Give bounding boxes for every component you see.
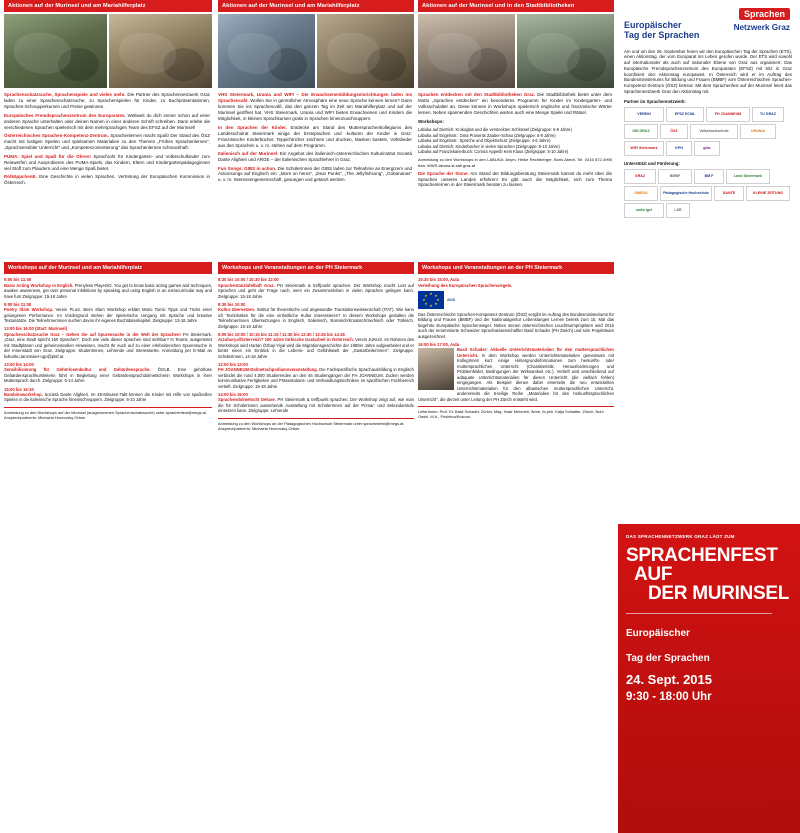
photo-image bbox=[218, 14, 315, 88]
paragraph-text: Sprachenlernen macht Spaß! Der Stand des ÖSZ macht mit lustigen Spielen und spielsamen Materialien zu den Themen „Frühes Sprachenlernen", „Sprachsensibler Unterricht" und „Kompetenzorientierung" das Sprachenlernen schmackhaft. bbox=[4, 133, 210, 151]
workshop-time: 9:00 bis 11:00 bbox=[4, 277, 32, 283]
workshop-list-item: Labuka auf Dietrich: Krokoglas und die versteckten Schlüssel (Zielgruppe: 6-9 Jahre) bbox=[418, 127, 572, 133]
column-2-header: Aktionen auf der Murinsel und am Mariahilferplatz bbox=[218, 0, 414, 12]
promo-subtitle-1: Europäischer bbox=[626, 627, 690, 639]
photo-image bbox=[317, 14, 414, 88]
workshops-column-2-body bbox=[218, 277, 414, 414]
workshop-time: 8:30 bis 10:00 bbox=[218, 301, 246, 307]
workshop-list-item: Labuka auf Engelsstr.: Oma Prosents Zauber-Schau (Zielgruppe: 5-9 Jahre) bbox=[418, 132, 556, 138]
paragraph-text: Entdecke am Stand des Muttersprachenkollegiums des Landesschulrat Steiermark einige der Erstsprachen und -kulturen der Kinder in Graz: Französische Kinderbücher, Teppichtricher zeichnen und drucken, Masken basteln, Volkslieder aus den Sprachen u. v. m. stehen auf dem Programm. bbox=[218, 124, 412, 148]
partners-label: Partner im Sprachennetzwerk: bbox=[624, 99, 686, 105]
speaker-portrait bbox=[418, 348, 454, 390]
paragraph-lead: Sprachenschatzsuche, Sprachenspiele und vieles mehr. bbox=[4, 92, 126, 98]
workshop-text: Verein PLuS. Beim Slam Workshop erklärt Mario Tomic Tipps und Tricks einer gelungenen Performance. Im Vordergrund stehen der spielerische Umgang mit Sprache und kreative Textansätze. Die TeilnehmerInnen suchen davon ihr eigenes Buchtdatenkapitel. Zielgruppe: 13-18 Jahre bbox=[4, 307, 212, 324]
workshops-label: Workshops: bbox=[418, 118, 444, 124]
paragraph-text: Sprachrohr für Kindergarten- und Volksschulkinder zum Reinwerfen und Ausprobieren des PUMA-Spiels, das Kindern, Eltern und Kindergartenpädagoginnen viel Stoff zum Plaudern und eine Menge Spaß bietet. bbox=[4, 153, 210, 171]
paragraph-lead: Sprachen entdecken mit den Stadtbibliotheken Graz. bbox=[418, 92, 536, 98]
workshops-column-1-footer: Anmeldung zu den Workshops auf der Murinsel (ausgenommen Sprachenschatzsuche) unter sprachenfest@megs.at. AnsprechpartnerIn: Michaela Hronovsky-Ortner bbox=[4, 407, 212, 420]
workshops-column-3 bbox=[418, 262, 614, 419]
paragraph-lead: In den Sprachen der Kinder. bbox=[218, 124, 287, 130]
partner-logo: WIFI Steiermark bbox=[624, 141, 664, 156]
workshops-column-3-header: Workshops und Veranstaltungen an der PH Steiermark bbox=[418, 262, 614, 274]
column-2-photos bbox=[218, 14, 414, 88]
photo-image bbox=[4, 14, 107, 88]
workshop-title: Sensibilisierung für Gehörlosenkultur und Gebärdensprache. bbox=[4, 367, 151, 373]
logo-line-1: Sprachen bbox=[739, 8, 790, 20]
workshop-text: Societá Dante Alighieri. Im 45-Minuten-Takt können die Kinder mit Hilfe von spaßvollen Spielen in die italienische Sprache hineinschnuppern. Zielgruppe: 6-10 Jahre bbox=[4, 392, 212, 403]
workshop-list-item: Labuka auf Dietrich: Kinderbücher in vielen Sprachen (Zielgruppe: 5-10 Jahre) bbox=[418, 143, 560, 149]
workshops-column-2-header: Workshops und Veranstaltungen an der PH Steiermark bbox=[218, 262, 414, 274]
supporter-logo: Land Steiermark bbox=[726, 169, 770, 184]
workshop-time: 13:00 bis 16:00 (Start: Murinsel) bbox=[4, 326, 68, 332]
partner-logo-grid bbox=[624, 107, 792, 156]
paragraph-lead: Italienisch auf der Murinsel. bbox=[218, 151, 279, 157]
workshop-title: Kultur übersetzen. bbox=[218, 307, 256, 313]
etds-title-line-1: Europäischer bbox=[624, 20, 682, 30]
paragraph-text: Die SchülerInnen der GIBS laden zur Teilnahme an Energizern und Actionsongs auf Englisch ein: „More on heres", „Dear Punks", „The Jellyfishsong", „Gobananas" u. v. m. Interessengemeinschaft, gesungen und getanzt werden. bbox=[218, 165, 413, 183]
paragraph-lead: Die Sprache der Sinne. bbox=[418, 170, 469, 176]
partner-logo: Volkshochschule bbox=[690, 124, 738, 139]
eu-flag-icon: ★ ★ ★ ★ ★ ★ ★ ★ bbox=[418, 291, 444, 309]
supporter-logo-grid bbox=[624, 169, 792, 218]
workshop-text: Verein JUKUS. Im Rahmen des Workshops wird Hartan Özbay-Yiyal wird die Migrationsgeschichte der 1960er Jahre aufgearbeitet und er bietet einen ein Einblick in die Lebens- und Gefühlswelt der „Gastarbeiterinnen". Zielgruppe: SchülerInnen, 14-18 Jahre bbox=[218, 337, 414, 359]
workshop-text: In dem Workshop werden Unterrichtsmaterialien gemeinsam mit KollegInnen kurz einige Hintergrundinformationen zum herkunfts- oder muttersprachlichen Unterricht (Charakteristik, Herausforderungen und Problemfelder, Bedingungen der Wirksamkeit etc.). Vertieft wird anschließend auf adäquate Unterrichtsmaterialien für diesen Unterricht (die vielfach fehlen) eingegangen. Als Beispiel dienen dabei einerseits die neu entwickelten Unterrichtsmaterialien für den albanischen muttersprachlichen Unterricht, andererseits die 6-teilige Reihe „Materialien für den herkunftssprachlichen Unterricht", die derzeit unter Leitung der PH Zürich entsteht wird. bbox=[418, 352, 614, 402]
column-3-body bbox=[418, 92, 614, 188]
promo-headline-line-1: SPRACHENFEST bbox=[626, 544, 778, 566]
supporter-logo: LSR bbox=[666, 203, 690, 218]
workshop-text: Prenyless PlayersO. You get to know basic acting games and techniques, awaken awareness, get over personal inhibitions by speaking and using English in an extracurricular way and have fun! Zielgruppe: 15-18 Jahre bbox=[4, 282, 212, 299]
partner-logo: TU GRAZ bbox=[752, 107, 784, 122]
workshop-text: PH Steiermark & treffpunkt sprachen. Der Workshop macht Lust auf Sprachen und geht der Frage nach, wem ein Zusammenleben in vielen Sprachen gelingen kann. Zielgruppe: 15-18 Jahre bbox=[218, 282, 414, 299]
column-3-photos bbox=[418, 14, 614, 88]
paragraph-lead: Europäisches Fremdsprachenzentrum des Europarates. bbox=[4, 112, 126, 118]
workshops-column-3-body bbox=[418, 277, 614, 402]
workshop-list-item: Labuka auf Engelsstr.: Sprüche und Objektschutz (Zielgruppe: 4-6 Jahre) bbox=[418, 138, 551, 144]
workshop-time: 9:00 bis 10:00 / 10:15 bis 11:15 / 11:30 bis 12:30 / 13:45 bis 14:45 bbox=[218, 331, 345, 337]
workshop-title: Bambinoworkshop. bbox=[4, 392, 43, 397]
sprachennetzwerk-logo bbox=[734, 4, 790, 32]
supporter-logo: BM F bbox=[694, 169, 724, 184]
workshop-time: 15:30 bis 15:00, Aula bbox=[418, 277, 460, 283]
partner-logo: UNI GRAZ bbox=[624, 124, 658, 139]
paragraph-text: Eine Geschichte in vielen Sprachen. Vertretung der Europäischen Kommission in Österreich. bbox=[4, 174, 210, 185]
workshops-column-1-body bbox=[4, 277, 212, 403]
paragraph-lead: RotkäppchenE. bbox=[4, 174, 37, 180]
supporter-logo: radio igel bbox=[624, 203, 664, 218]
workshop-time: 16:00 bis 17:00, Aula bbox=[418, 341, 460, 347]
partner-logo: VEREIN bbox=[624, 107, 664, 122]
actions-column-2 bbox=[218, 0, 414, 186]
supporter-logo: DANTE bbox=[714, 186, 744, 201]
workshop-title: Arzuburya/Österreich? 100 Jahre türkische Gastarbeit in Österreich. bbox=[218, 337, 354, 343]
workshops-column-1 bbox=[4, 262, 212, 420]
actions-band bbox=[0, 0, 800, 262]
etds-intro-text: Am und um den 26. September feiern wir den Europäischen Tag der Sprachen (ETS), einen Aktionstag, der vom Europarat ins Leben gerufen wurde. Der ETS wird sowohl auf internationaler als auch auf nationaler Ebene von Graz aus organisiert: Das Europäische Fremdsprachenzentrum des Europarates (EFSZ) mit Sitz in Graz koordiniert den Aktionstag europaweit. In Österreich wird er im Auftrag des Bundesministeriums für Bildung und Frauen (BMBF) vom Österreichischen Sprachen-Kompetenz-Zentrum (ÖSZ) betreut. Mit dem Sprachenfest auf der Murinsel feiert das Sprachennetzwerk Graz den Aktionstag mit. bbox=[624, 48, 792, 94]
paragraph-text: Die Partner des Sprachennetzwerk Graz laden zu einer Sprachenschatzsuche, zu Sprachenspielen für Kinder, zu Buchpräsentationen, Sprachen-Schnupperkursen und Preise gewinnen. bbox=[4, 92, 210, 110]
workshop-text: PH Steiermark & treffpunkt sprachen. Der Workshop zeigt auf, wie man die für Schülerinnen aussehende Ausstellung mit SchülerInnen auf der Primar- und Sekundarstufe einsetzen kann. Zielgruppe: Lehrende bbox=[218, 397, 414, 414]
workshop-time: 9:00 bis 11:00 bbox=[4, 301, 32, 307]
paragraph-text: Wollen Sie in gemütlicher Atmosphäre eine neue Sprache kennen lernen? Dann kommen Sie ins Sprachencafé, das den ganzen Tag im Zelt am Mariahilferplatz und auf der Murinsel geöffnet hat. VHS Steiermark, Urania und WIFI bieten Erwachsenen und Kindern die Möglichkeit, in kleinen Sprachkursen gratis in Sprachen hineinzuschnuppern. bbox=[218, 98, 412, 122]
paragraph-lead: Fun Songs: GIBS in action. bbox=[218, 165, 277, 171]
column-1-header: Aktionen auf der Murinsel und am Mariahilferplatz bbox=[4, 0, 212, 12]
workshop-title: Sprachendolmetscht Deluxe. bbox=[218, 397, 276, 403]
workshop-text: ÖGLB. Eine gehörlose Gebärdensprachkursleiterin führt in Begleitung einer Gebärdensprachdolmetscherin Workshops in ihrer Muttersprach durch. Zielgruppe: 6-14 Jahre bbox=[4, 367, 212, 384]
promo-headline-line-2: AUF bbox=[634, 564, 673, 586]
supporter-logo: OMEGA bbox=[624, 186, 658, 201]
column-1-photos bbox=[4, 14, 212, 88]
workshops-column-1-header: Workshops auf der Murinsel und am Mariahilferplatz bbox=[4, 262, 212, 274]
partner-logo: EFSZ ECML bbox=[666, 107, 704, 122]
workshops-column-2 bbox=[218, 262, 414, 431]
label-year: 2015 bbox=[447, 297, 455, 302]
column-3-header: Aktionen auf der Murinsel und in den Stadtbibliotheken bbox=[418, 0, 614, 12]
workshop-list-item: Labuka auf Franziskanerbuch: Comics Appetit! Kein Klaus (Zielgruppe: 5-10 Jahre) bbox=[418, 149, 569, 155]
european-language-label-badge bbox=[418, 291, 614, 309]
workshop-time: 13:00 bis 14:00 bbox=[4, 361, 34, 367]
supporter-logo: GRAZ bbox=[624, 169, 656, 184]
workshops-column-3-footer: LeiterInnen: Prof. Dr. Basil Schader, Zürich; Mag. Hasir Mehmeti, Wore; lic.phil. Katja Schlatter, Zürich, Nuhi Gashi, M.A., Prishtina/Kosova. bbox=[418, 406, 614, 419]
actions-column-3 bbox=[418, 0, 614, 191]
supporter-logo: KLEINE ZEITUNG bbox=[746, 186, 790, 201]
supporter-logo: BMBF bbox=[658, 169, 692, 184]
paragraph-text: Ein Angebot des italienisch-österreichischen Kulturinstitut Societá Dante Alighieri und ARGE – der italienischen Sprachlehrer in Graz. bbox=[218, 151, 413, 162]
column-1-body bbox=[4, 92, 212, 186]
workshop-time: 12:00 bis 13:00 bbox=[218, 361, 248, 367]
paragraph-lead: PUMA: Spiel und Spaß für die Ohren! bbox=[4, 153, 91, 159]
workshop-time: 14:00 bis 16:00 bbox=[218, 392, 248, 397]
promo-subtitle-2: Tag der Sprachen bbox=[626, 652, 710, 664]
labuka-contact: Anmeldung zu den Workshops in den LABUKA: Anym. Heike Rechtberger, Boris Abedt, Tel. 0316 872-4995 bzw. WWS.labuka.st.safi.graz.at bbox=[418, 157, 612, 168]
photo-image bbox=[517, 14, 614, 88]
photo-image bbox=[109, 14, 212, 88]
branding-panel bbox=[618, 0, 796, 262]
partner-logo: FH JOANNEUM bbox=[706, 107, 750, 122]
workshop-text: FH Steiermark. „Graz, eine Stadt spricht 150 Sprachen". Doch wie viele dieser Sprachen sind sichtbar? In Teams, ausgerüstet mit Stadtplänen und geheimnisvollen Hinweisen, macht Ihr euch auf zu einer erlebnisreichen Spurensuche in der Innenstadt von Graz. Zielgruppe: StudentInnen, Lehrende und Interessierte. Anmeldung per E-Mail an kulturiku.tanzmaier-ugo@ptsf.at. bbox=[4, 331, 212, 359]
promo-divider bbox=[626, 613, 772, 614]
workshop-title: Basil Schader: Aktuelle Unterrichtsmaterialien für den muttersprachlichen Unterricht. bbox=[457, 347, 614, 358]
workshop-title: FH JOANNEUM-Dolmetschpodiumsveranstaltung. bbox=[218, 367, 318, 373]
promo-panel bbox=[618, 524, 800, 833]
paragraph-text: Am Stand der Bildungsberatung Steiermark kannst du mehr über die Sprachen unseres Landes erfahren! Es gibt auch die Möglichkeit, sich zum Thema Sprachenlernen in der Steiermark beraten zu lassen. bbox=[418, 170, 612, 188]
promo-kicker: DAS SPRACHENNETZWERK GRAZ LÄDT ZUM bbox=[626, 534, 735, 539]
photo-image bbox=[418, 14, 515, 88]
workshop-title: Poetry Slam Workshop. bbox=[4, 307, 54, 313]
workshop-time: 15:00 bis 16:30 bbox=[4, 386, 34, 392]
promo-time: 9:30 - 18:00 Uhr bbox=[626, 690, 712, 703]
supporter-logo: Pädagogische Hochschule bbox=[660, 186, 712, 201]
promo-headline-line-3: DER MURINSEL bbox=[648, 583, 790, 605]
workshop-text: Die Fachspezifische Sprachausbildung in Englisch verbindet die rund 4.000 Studierenden an den 46 Studiengängen der FH JOANNEUM. Zudem werden kommunikative Fertigkeiten und Präsentations- und Verhandlungstechniken im spezifischen Fachbereich vertieft. Zielgruppe: 15-18 Jahre bbox=[218, 367, 414, 389]
workshop-title: Verleihung des Europäischen Sprachensiegels. bbox=[418, 282, 513, 288]
workshop-title: Sprachentanztafelbaft Graz. bbox=[218, 282, 275, 288]
paragraph-lead: VHS Steiermark, Urania und WIFI – Die Erwachsenenbildungseinrichtungen laden ins Sprachencafé. bbox=[218, 92, 412, 104]
partner-logo: ÖSZ bbox=[660, 124, 688, 139]
partner-logo: KPH bbox=[666, 141, 692, 156]
column-2-body bbox=[218, 92, 414, 183]
workshops-column-2-footer: Anmeldung zu den Workshops an der Pädagogischen Hochschule Steiermark unter sprachenfest@megs.at. AnsprechpartnerIn: Michaela Hronovsky-Ortner bbox=[218, 418, 414, 431]
partner-logo: URANIA bbox=[740, 124, 776, 139]
supporters-label: Unterstützt und Förderung: bbox=[624, 161, 680, 167]
etds-title-line-2: Tag der Sprachen bbox=[624, 30, 700, 41]
workshops-band bbox=[0, 262, 800, 703]
workshop-text: Das Österreichische Sprachen-Kompetenz-Zentrum (ÖSZ) vergibt im Auftrag des Bundesministeriums für Bildung und Frauen (BMBF) und der Nationalagentur Lebenslanges Lernen bereits zum 15. Mal das begehrte Europäische Sprachensiegel. Neben seinen österreichischen Leuchtturmprojekten wird 2015 auch der renommierte Schweizer Sprachwissenschaftler Basil Schader (PH Zürich) und sein Projektteam ausgezeichnet. bbox=[418, 311, 614, 339]
paragraph-text: Weltweit du dich immer schon auf einer anderen Sprache unterhalten oder deinen Namen in einer anderen Schrift schreiben. Dann erlebe die verschiedenen Sprachen spielerisch mit dem mehrsprachigen Team des EFSZ auf der Murinsel! bbox=[4, 112, 211, 130]
actions-column-1 bbox=[4, 0, 212, 189]
logo-line-2: Netzwerk Graz bbox=[733, 23, 790, 32]
promo-headline bbox=[626, 546, 792, 604]
workshop-text: Institut für theoretische und angewandte Translationswissenschaft (ITAT). Wie kann ich Textinhalten für die eine einheitliche Kultur interessieren? In diesem Workshops gestalten die TeilnehmerInnen Übersetzungen in Englisch, Italienisch, Bosnisch/Kroatisch/Serbisch oder Türkisch. Zielgruppe: 15-18 Jahre bbox=[218, 307, 414, 329]
workshop-title: Basic Acting Workshop in English. bbox=[4, 282, 74, 288]
promo-date: 24. Sept. 2015 bbox=[626, 671, 712, 687]
workshop-time: 8:30 bis 10:00 / 10:30 bis 12:00 bbox=[218, 277, 279, 283]
workshop-title: Sprachenschatzsuche Graz – Gehen Sie auf Spurensuche in der Welt der Sprachen! bbox=[4, 331, 181, 337]
paragraph-lead: Österreichisches Sprachen-Kompetenz-Zentrum. bbox=[4, 133, 109, 139]
paragraph-text: Die Stadtbibliothek bietet unter dem Motto „Sprachen entdecken" ein besonderes Programm für Kinder im Kindergarten- und Volksschulalter an. Diese können in Workshops spielerisch englische und französische Wörter lernen. Neben spannenden Geschichten warten auch eine Menge Spiele und Rätsel. bbox=[418, 92, 612, 116]
partner-logo: gibs bbox=[694, 141, 720, 156]
